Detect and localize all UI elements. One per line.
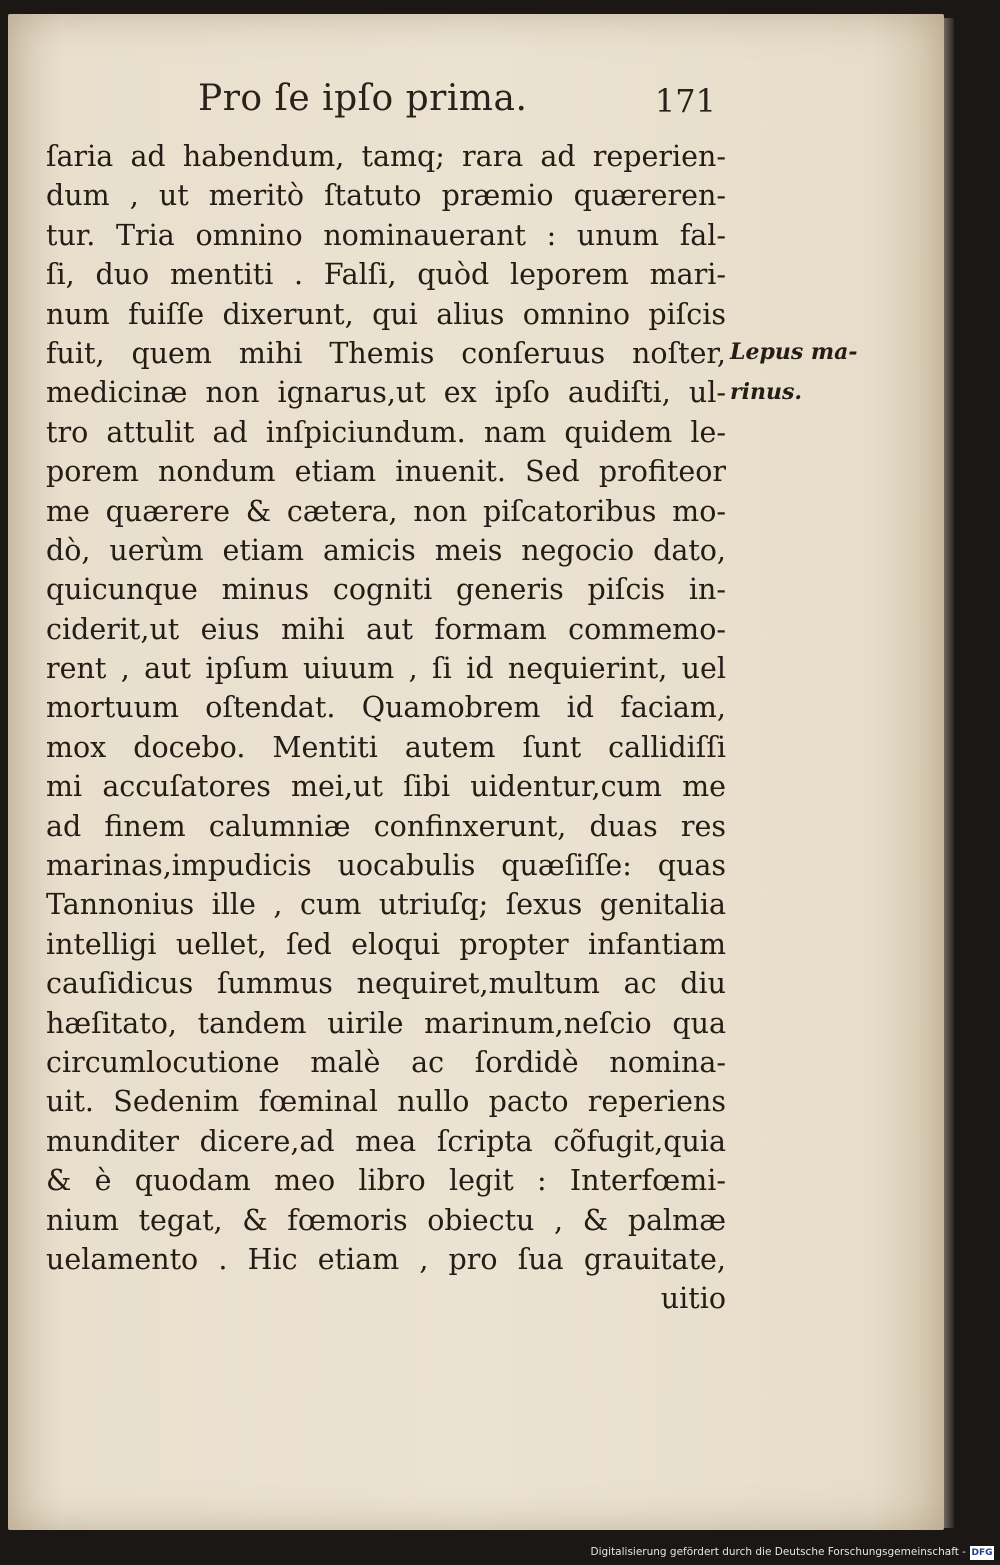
text-line: ſi, duo mentiti . Falſi, quòd leporem mari- xyxy=(46,258,726,292)
page-number: 171 xyxy=(654,82,716,120)
text-line: tro attulit ad inſpiciundum. nam quidem le- xyxy=(46,415,726,449)
text-line: marinas,impudicis uocabulis quæſiſſe: quas xyxy=(46,849,726,883)
text-line: porem nondum etiam inuenit. Sed profiteor xyxy=(46,455,726,489)
text-line: mi accuſatores mei,ut ſibi uidentur,cum me xyxy=(46,770,726,804)
text-line: intelligi uellet, ſed eloqui propter infantiam xyxy=(46,927,726,961)
text-line: mox docebo. Mentiti autem ſunt callidiſſi xyxy=(46,730,726,764)
text-line: munditer dicere,ad mea ſcripta cõfugit,quia xyxy=(46,1124,726,1158)
text-line: fuit, quem mihi Themis conſeruus noſter, xyxy=(46,336,726,370)
text-line: dò, uerùm etiam amicis meis negocio dato, xyxy=(46,533,726,567)
text-line: circumlocutione malè ac ſordidè nomina- xyxy=(46,1045,726,1079)
body-text xyxy=(46,137,726,1319)
text-line: ſaria ad habendum, tamq; rara ad reperien- xyxy=(46,140,726,173)
text-line: ciderit,ut eius mihi aut formam commemo- xyxy=(46,612,726,646)
text-line: rent , aut ipſum uiuum , ſi id nequierint, uel xyxy=(46,652,726,686)
text-line: quicunque minus cogniti generis piſcis in- xyxy=(46,573,726,607)
text-line: uelamento . Hic etiam , pro ſua grauitate, xyxy=(46,1242,726,1276)
marginal-note-line: Lepus ma- xyxy=(730,339,858,365)
text-line: Tannonius ille , cum utriuſq; ſexus genitalia xyxy=(46,888,726,922)
dfg-logo: DFG xyxy=(971,1548,993,1558)
marginal-note-line: rinus. xyxy=(730,379,802,405)
text-line: tur. Tria omnino nominauerant : unum fal- xyxy=(46,218,726,252)
text-line: mortuum oſtendat. Quamobrem id faciam, xyxy=(46,691,726,725)
text-line: hæſitato, tandem uirile marinum,neſcio qua xyxy=(46,1006,726,1040)
text-line: uit. Sedenim fœminal nullo pacto reperiens xyxy=(46,1085,726,1119)
text-line: me quærere & cætera, non piſcatoribus mo- xyxy=(46,494,726,528)
text-line: medicinæ non ignarus,ut ex ipſo audiſti, ul- xyxy=(46,376,726,410)
running-title: Pro ſe ipſo prima. xyxy=(198,78,528,119)
text-line: uitio xyxy=(660,1282,726,1316)
page-edge xyxy=(944,18,954,1528)
text-line: & è quodam meo libro legit : Interfœmi- xyxy=(46,1164,726,1198)
digitization-credit: Digitalisierung gefördert durch die Deutsche Forschungsgemeinschaft - xyxy=(590,1546,966,1558)
page-header xyxy=(46,78,720,130)
text-line: num fuiſſe dixerunt, qui alius omnino piſcis xyxy=(46,297,726,331)
text-line: dum , ut meritò ſtatuto præmio quæreren- xyxy=(46,179,726,213)
text-line: ad finem calumniæ confinxerunt, duas res xyxy=(46,809,726,843)
text-line: nium tegat, & fœmoris obiectu , & palmæ xyxy=(46,1203,726,1237)
marginal-note xyxy=(730,332,880,412)
text-line: cauſidicus ſummus nequiret,multum ac diu xyxy=(46,967,726,1001)
